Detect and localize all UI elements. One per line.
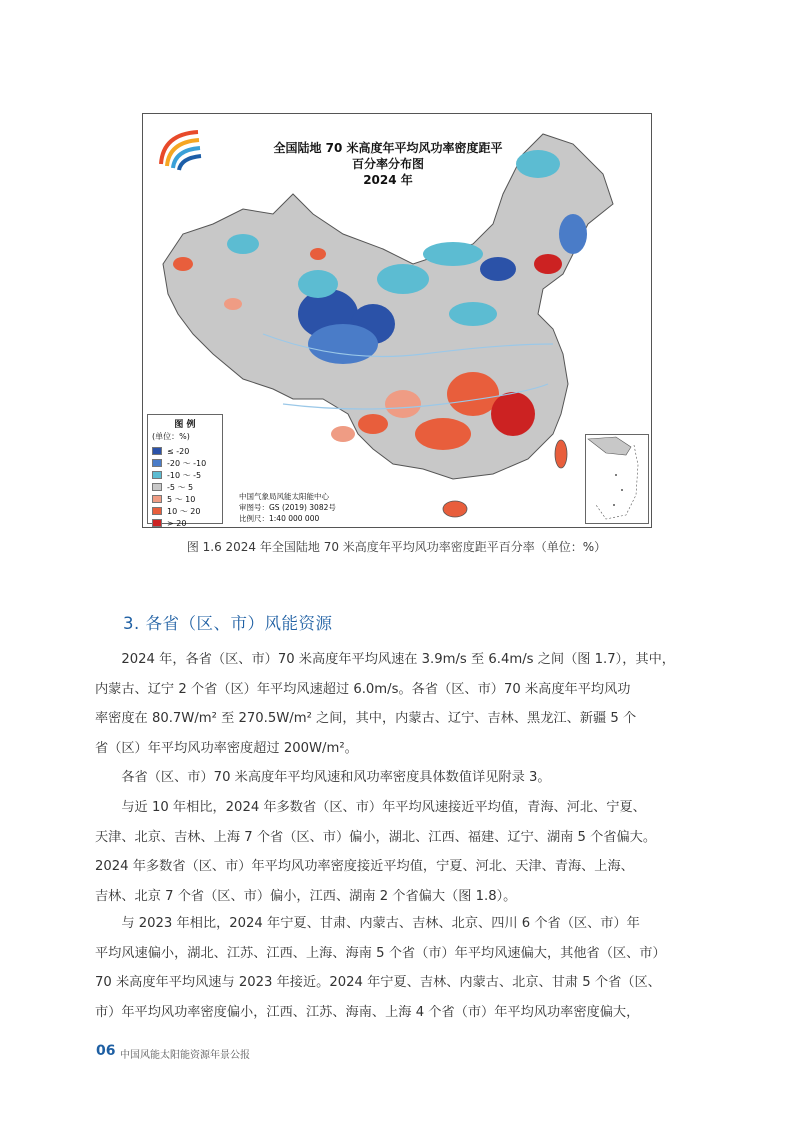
legend-item (152, 505, 222, 517)
paragraph-3 (95, 793, 701, 911)
paragraph-line: 吉林、北京 7 个省（区、市）偏小，江西、湖南 2 个省偏大（图 1.8）。 (95, 888, 517, 904)
legend-item (152, 469, 222, 481)
legend-swatch (152, 507, 162, 515)
taiwan-island (555, 440, 567, 468)
legend-swatch (152, 495, 162, 503)
legend-item (152, 445, 222, 457)
legend-label: 10 ～ 20 (167, 506, 201, 516)
legend-unit: (单位：%) (152, 432, 190, 441)
legend-swatch (152, 459, 162, 467)
paragraph-line: 天津、北京、吉林、上海 7 个省（区、市）偏小，湖北、江西、福建、辽宁、湖南 5 个省偏大。 (95, 829, 657, 845)
footer-title: 中国风能太阳能资源年景公报 (120, 1050, 250, 1061)
south-china-sea-inset (585, 434, 649, 524)
paragraph-line: 各省（区、市）70 米高度年平均风速和风功率密度具体数值详见附录 3。 (95, 770, 551, 785)
paragraph-line: 70 米高度年平均风速与 2023 年接近。2024 年宁夏、吉林、内蒙古、北京、甘肃 5 个省（区、 (95, 975, 661, 990)
map-legend (147, 414, 223, 528)
paragraph-line: 平均风速偏小，湖北、江苏、江西、上海、海南 5 个省（市）年平均风速偏大，其他省（区、市） (95, 945, 666, 961)
legend-item (152, 457, 222, 469)
legend-label: > 20 (167, 518, 187, 528)
legend-swatch (152, 447, 162, 455)
legend-label: ≤ -20 (167, 446, 190, 456)
figure-caption: 图 1.6 2024 年全国陆地 70 米高度年平均风功率密度距平百分率（单位：%） (186, 540, 607, 554)
paragraph-line: 内蒙古、辽宁 2 个省（区）年平均风速超过 6.0m/s。各省（区、市）70 米高度年平均风功 (95, 681, 631, 697)
legend-swatch (152, 519, 162, 527)
section-heading: 3. 各省（区、市）风能资源 (123, 614, 333, 633)
paragraph-line: 与 2023 年相比，2024 年宁夏、甘肃、内蒙古、吉林、北京、四川 6 个省（区、市）年 (95, 916, 640, 931)
map-title-line-2: 百分率分布图 (351, 157, 424, 171)
wind-anomaly-map (142, 113, 652, 528)
paragraph-2 (95, 763, 701, 793)
legend-label: 5 ～ 10 (167, 494, 196, 504)
paragraph-line: 与近 10 年相比，2024 年多数省（区、市）年平均风速接近平均值，青海、河北、宁夏、 (95, 800, 646, 815)
legend-label: -10 ～ -5 (167, 470, 202, 480)
paragraph-line: 2024 年多数省（区、市）年平均风功率密度接近平均值，宁夏、河北、天津、青海、上海、 (95, 859, 634, 874)
paragraph-line: 2024 年，各省（区、市）70 米高度年平均风速在 3.9m/s 至 6.4m/s 之间（图 1.7），其中， (95, 652, 675, 667)
legend-title: 图 例 (174, 420, 196, 430)
hainan-island (443, 501, 467, 517)
map-title-line-1: 全国陆地 70 米高度年平均风功率密度距平 (273, 141, 503, 155)
paragraph-line: 省（区）年平均风功率密度超过 200W/m²。 (95, 740, 358, 756)
inset-graphic (586, 435, 648, 523)
credit-approval: 审图号：GS (2019) 3082号 (239, 503, 336, 512)
cma-logo-icon (161, 132, 201, 170)
legend-item (152, 493, 222, 505)
legend-label: -20 ～ -10 (167, 458, 207, 468)
paragraph-1 (95, 645, 701, 763)
legend-swatch (152, 471, 162, 479)
legend-label: -5 ～ 5 (167, 482, 194, 492)
legend-item (152, 481, 222, 493)
credit-scale: 比例尺：1:40 000 000 (239, 514, 320, 523)
legend-swatch (152, 483, 162, 491)
page-number: 06 (96, 1043, 116, 1059)
paragraph-4 (95, 909, 701, 1027)
paragraph-line: 率密度在 80.7W/m² 至 270.5W/m² 之间，其中，内蒙古、辽宁、吉林、黑龙江、新疆 5 个 (95, 711, 637, 726)
map-credits (239, 491, 336, 524)
paragraph-line: 市）年平均风功率密度偏小，江西、江苏、海南、上海 4 个省（市）年平均风功率密度偏大， (95, 1004, 640, 1020)
map-title-line-3: 2024 年 (363, 173, 413, 187)
legend-item (152, 517, 222, 528)
credit-agency: 中国气象局风能太阳能中心 (239, 492, 329, 501)
